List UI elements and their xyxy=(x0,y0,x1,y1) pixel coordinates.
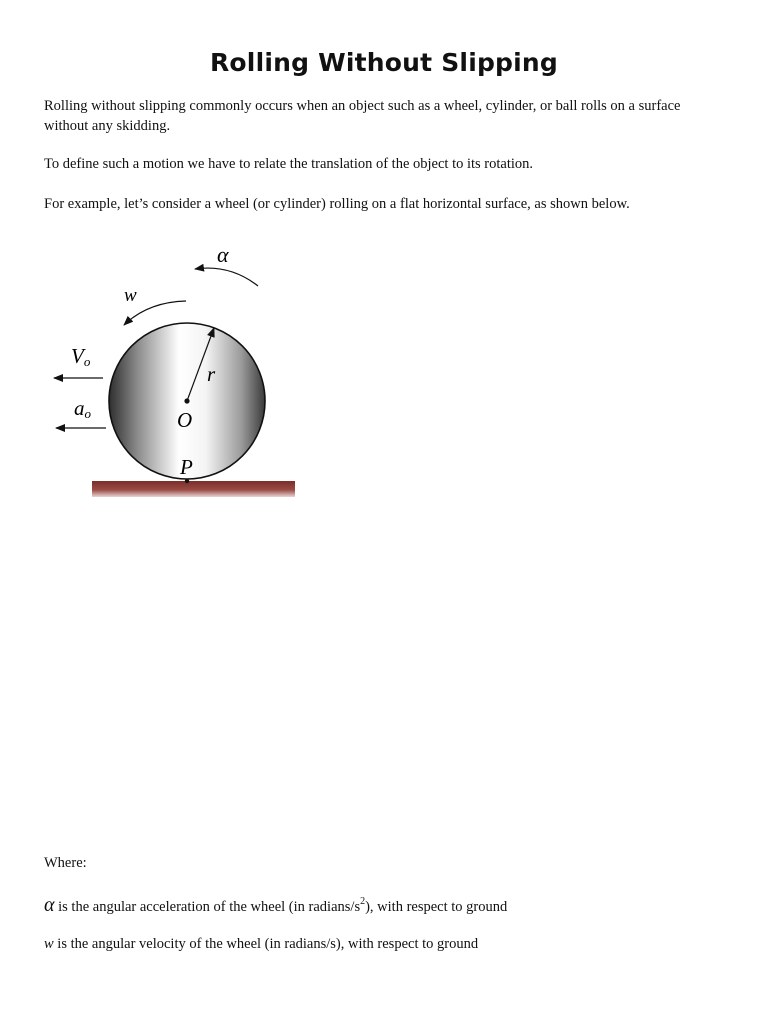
omega-definition-text: is the angular velocity of the wheel (in radians/s), with respect to ground xyxy=(53,936,479,952)
alpha-label: α xyxy=(217,242,229,267)
radius-label: r xyxy=(207,362,216,386)
where-label: Where: xyxy=(44,855,87,871)
page-title: Rolling Without Slipping xyxy=(209,48,559,77)
omega-symbol: w xyxy=(44,936,54,952)
contact-point xyxy=(185,479,189,483)
velocity-sub: o xyxy=(83,354,91,369)
omega-label: w xyxy=(124,285,137,306)
omega-definition xyxy=(44,934,724,954)
alpha-definition-tail: ), with respect to ground xyxy=(365,899,508,915)
acceleration-label xyxy=(74,396,92,421)
contact-label: P xyxy=(180,455,193,479)
alpha-arrow xyxy=(195,268,258,286)
ground-surface xyxy=(92,481,295,497)
alpha-superscript: 2 xyxy=(360,896,366,907)
center-point xyxy=(184,398,189,403)
acceleration-main: a xyxy=(74,396,85,420)
intro-paragraph: Rolling without slipping commonly occurs when an object such as a wheel, cylinder, or ball rolls on a surface without any skidding. xyxy=(44,98,681,134)
example-paragraph: For example, let’s consider a wheel (or cylinder) rolling on a flat horizontal surface, as shown below. xyxy=(44,196,630,212)
alpha-definition xyxy=(44,895,724,917)
definition-paragraph: To define such a motion we have to relate the translation of the object to its rotation. xyxy=(44,156,534,172)
alpha-symbol: α xyxy=(44,894,55,916)
alpha-definition-text: is the angular acceleration of the wheel (in radians/s xyxy=(54,899,361,915)
center-label: O xyxy=(177,408,193,432)
velocity-main: V xyxy=(71,344,84,368)
rolling-wheel-diagram xyxy=(40,238,310,503)
acceleration-sub: o xyxy=(84,406,91,421)
velocity-label xyxy=(71,344,91,369)
